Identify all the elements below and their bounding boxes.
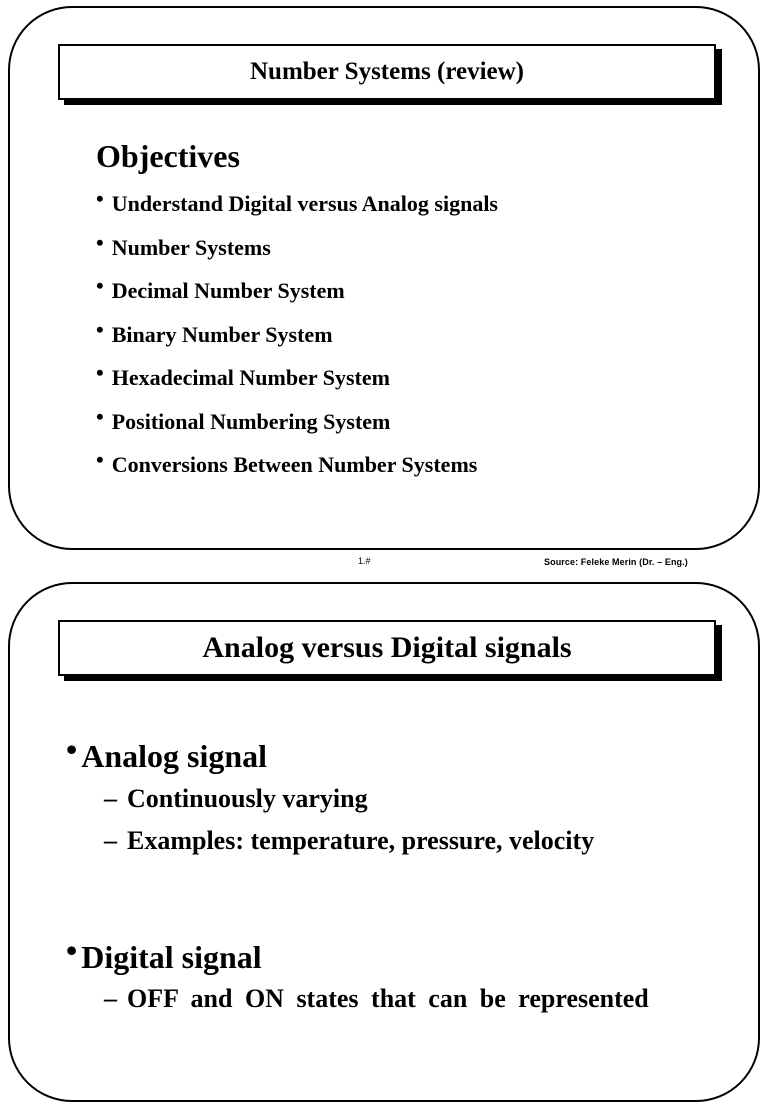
bullet-icon: • — [96, 447, 104, 472]
list-item-text: Conversions Between Number Systems — [111, 452, 478, 477]
list-item-text: Binary Number System — [111, 321, 333, 347]
dash-icon: – — [104, 826, 117, 855]
list-item — [96, 186, 498, 235]
list-item-text: Number Systems — [111, 234, 271, 260]
analog-signal-label: Analog signal — [81, 738, 268, 774]
bullet-icon: • — [66, 731, 78, 767]
analog-signal-point — [66, 731, 268, 775]
digital-signal-point — [66, 932, 262, 976]
list-item — [96, 316, 498, 366]
bullet-icon: • — [96, 403, 104, 429]
slide-title: Analog versus Digital signals — [202, 631, 572, 664]
objectives-list — [96, 186, 498, 496]
digital-sub-list — [104, 984, 649, 1026]
bullet-icon: • — [96, 360, 104, 385]
list-item — [96, 273, 498, 322]
bullet-icon: • — [96, 316, 104, 342]
digital-signal-label: Digital signal — [81, 939, 262, 975]
list-item — [96, 447, 498, 496]
slide-title-box — [58, 620, 716, 676]
source-credit: Source: Feleke Merin (Dr. – Eng.) — [544, 557, 688, 567]
list-item — [104, 984, 649, 1026]
page-number: 1.# — [358, 556, 371, 566]
list-item-text: Positional Numbering System — [111, 408, 391, 434]
bullet-icon: • — [66, 932, 78, 968]
list-item-text: Understand Digital versus Analog signals — [111, 191, 498, 216]
bullet-icon: • — [96, 273, 104, 298]
analog-sub-list — [104, 784, 594, 868]
list-item — [104, 784, 594, 826]
list-item — [96, 229, 498, 279]
dash-icon: – — [104, 784, 117, 813]
list-item-text: Decimal Number System — [111, 278, 345, 303]
slide-number-systems — [8, 6, 760, 550]
list-item-text: Hexadecimal Number System — [111, 365, 390, 390]
dash-icon: – — [104, 984, 117, 1013]
list-item-text: Continuously varying — [127, 784, 368, 813]
slide-analog-digital — [8, 582, 760, 1102]
list-item-text: OFF and ON states that can be represented — [127, 984, 649, 1013]
list-item-text: Examples: temperature, pressure, velocity — [127, 826, 595, 855]
list-item — [96, 360, 498, 409]
list-item — [104, 826, 594, 868]
list-item — [96, 403, 498, 453]
objectives-heading: Objectives — [96, 138, 240, 174]
bullet-icon: • — [96, 229, 104, 255]
bullet-icon: • — [96, 186, 104, 211]
slide-title-box — [58, 44, 716, 100]
slide-title: Number Systems (review) — [249, 58, 525, 85]
